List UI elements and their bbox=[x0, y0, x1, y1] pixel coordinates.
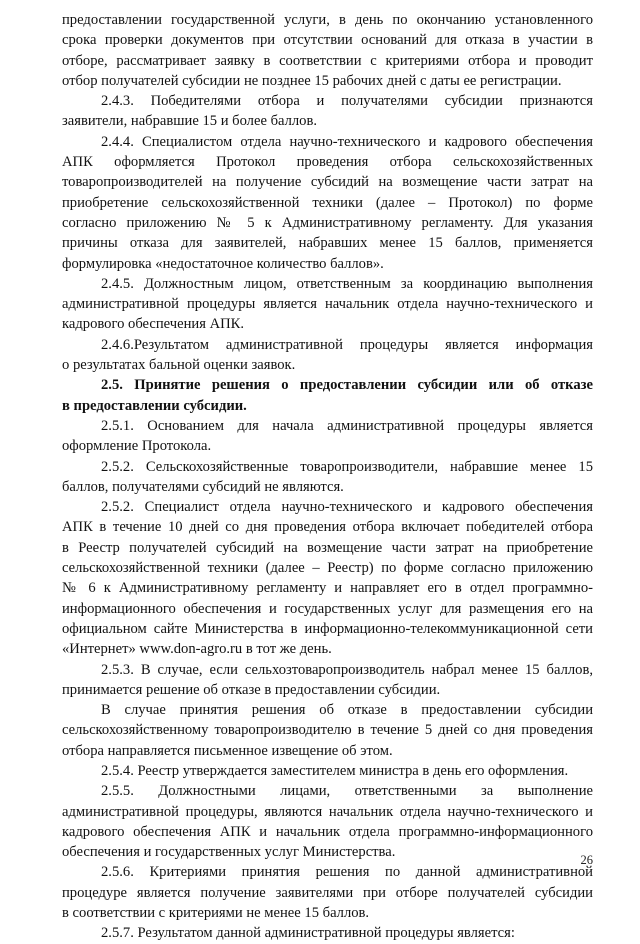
text-line: 2.5.1. Основанием для начала административной процедуры является bbox=[101, 417, 593, 434]
text-line: согласно приложению № 5 к Административному регламенту. Для указания bbox=[62, 214, 593, 231]
text-line: АПК оформляется Протокол проведения отбора сельскохозяйственных bbox=[62, 154, 593, 171]
paragraph bbox=[62, 132, 593, 274]
text-line: 2.5.7. Результатом данной административной процедуры является: bbox=[101, 925, 515, 942]
text-line: отбора направляется письменное извещение об этом. bbox=[62, 742, 393, 759]
text-line: кадрового обеспечения АПК. bbox=[62, 316, 245, 333]
text-line: сельскохозяйственной техники (далее – Реестр) по форме согласно приложению bbox=[62, 560, 593, 577]
text-line: оформление Протокола. bbox=[62, 438, 212, 455]
document-page bbox=[62, 10, 593, 944]
paragraph bbox=[62, 660, 593, 701]
text-line: отбор получателей субсидии не позднее 15 рабочих дней с даты ее регистрации. bbox=[62, 72, 562, 89]
text-line: В случае принятия решения об отказе в предоставлении субсидии bbox=[101, 702, 593, 719]
text-line: принимается решение об отказе в предоставлении субсидии. bbox=[62, 681, 441, 698]
text-line: процедуре является получение заявителями при отборе получателей субсидии bbox=[62, 884, 593, 901]
text-line: предоставлении государственной услуги, в день по окончанию установленного bbox=[62, 12, 593, 28]
paragraph bbox=[62, 274, 593, 335]
text-line: № 6 к Административному регламенту и направляет его в отдел программно- bbox=[62, 580, 593, 597]
text-line: информационного обеспечения и государственных услуг для размещения его на bbox=[62, 600, 593, 617]
text-line: 2.4.3. Победителями отбора и получателями субсидии признаются bbox=[101, 93, 593, 110]
paragraph bbox=[62, 700, 593, 761]
paragraph bbox=[62, 923, 593, 943]
text-line: о результатах бальной оценки заявок. bbox=[62, 357, 296, 374]
text-line: приобретение сельскохозяйственной техники (далее – Протокол) по форме bbox=[62, 194, 593, 211]
text-line: заявители, набравшие 15 и более баллов. bbox=[62, 113, 317, 130]
paragraph bbox=[62, 10, 593, 91]
paragraph bbox=[62, 781, 593, 862]
text-line: в Реестр получателей субсидий на возмещение части затрат на приобретение bbox=[62, 539, 593, 556]
text-line: баллов, получателями субсидий не являются. bbox=[62, 478, 344, 495]
text-line: отборе, рассматривает заявку в соответствии с критериями отбора и проводит bbox=[62, 52, 593, 69]
text-line: официальном сайте Министерства в информационно-телекоммуникационной сети bbox=[62, 620, 593, 637]
text-line: кадрового обеспечения АПК и начальник отдела программно-информационного bbox=[62, 823, 593, 840]
text-line: административной процедуры, являются начальник отдела научно-технического и bbox=[62, 803, 593, 820]
paragraph bbox=[62, 335, 593, 376]
text-line: АПК в течение 10 дней со дня проведения отбора включает победителей отбора bbox=[62, 519, 593, 536]
text-line: 2.5. Принятие решения о предоставлении субсидии или об отказе bbox=[101, 377, 593, 394]
paragraph bbox=[62, 862, 593, 923]
text-line: формулировка «недостаточное количество баллов». bbox=[62, 255, 384, 272]
page-number: 26 bbox=[580, 853, 593, 867]
text-line: 2.4.6.Результатом административной процедуры является информация bbox=[101, 336, 593, 353]
section-heading bbox=[62, 375, 593, 416]
text-line: в соответствии с критериями не менее 15 баллов. bbox=[62, 905, 370, 922]
text-line: причины отказа для заявителей, набравших менее 15 баллов, применяется bbox=[62, 235, 593, 252]
text-line: 2.4.4. Специалистом отдела научно-технического и кадрового обеспечения bbox=[101, 133, 593, 150]
text-line: 2.5.6. Критериями принятия решения по данной административной bbox=[101, 864, 593, 881]
text-line: 2.5.5. Должностными лицами, ответственными за выполнение bbox=[101, 783, 593, 800]
text-line: административной процедуры является начальник отдела научно-технического и bbox=[62, 296, 593, 313]
text-line: сельскохозяйственному товаропроизводителю в течение 5 дней со дня проведения bbox=[62, 722, 593, 739]
text-line: в предоставлении субсидии. bbox=[62, 397, 247, 414]
paragraph bbox=[62, 497, 593, 659]
paragraph bbox=[62, 416, 593, 457]
text-line: 2.5.4. Реестр утверждается заместителем министра в день его оформления. bbox=[101, 762, 569, 779]
paragraph bbox=[62, 91, 593, 132]
text-line: обеспечения и государственных услуг Министерства. bbox=[62, 844, 396, 861]
text-line: 2.5.2. Сельскохозяйственные товаропроизводители, набравшие менее 15 bbox=[101, 458, 593, 475]
text-line: 2.4.5. Должностным лицом, ответственным за координацию выполнения bbox=[101, 275, 593, 292]
text-line: 2.5.2. Специалист отдела научно-технического и кадрового обеспечения bbox=[101, 499, 593, 516]
paragraph bbox=[62, 761, 593, 781]
text-line: «Интернет» www.don-agro.ru в тот же день. bbox=[62, 641, 332, 658]
text-line: срока проверки документов при отсутствии оснований для отказа в участии в bbox=[62, 32, 593, 49]
paragraph bbox=[62, 457, 593, 498]
text-line: товаропроизводителей на получение субсидий на возмещение части затрат на bbox=[62, 174, 593, 191]
text-line: 2.5.3. В случае, если сельхозтоваропроизводитель набрал менее 15 баллов, bbox=[101, 661, 593, 678]
